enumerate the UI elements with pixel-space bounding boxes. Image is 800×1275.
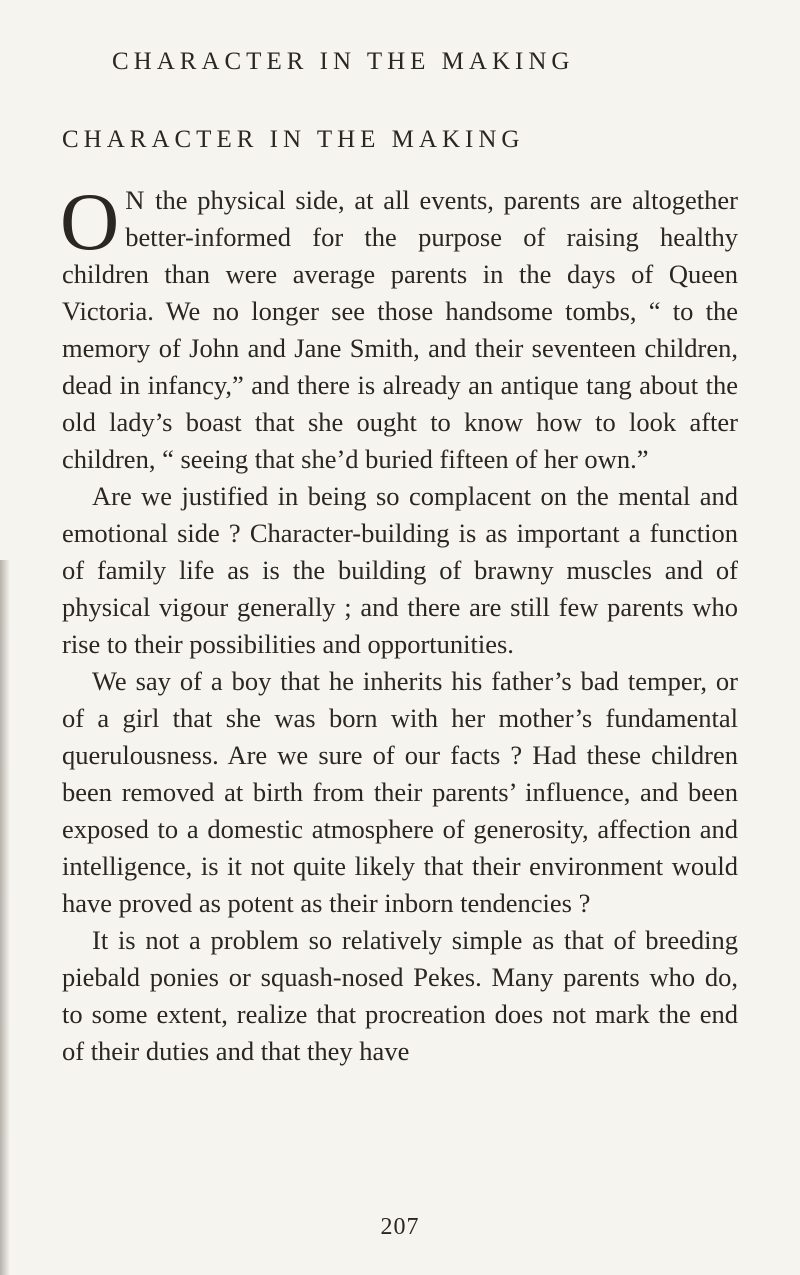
paragraph-3: We say of a boy that he inherits his father’s bad temper, or of a girl that she was born with her mother’s fundamental querulousness. Are we sure of our facts ? Had these children been removed at birth from their parents’ influence, and been exposed to a domestic atmosphere of generosity, affection and intelligence, is it not quite likely that their environment would have proved as potent as their inborn tendencies ? [62,666,738,918]
body-text [60,176,738,1070]
page-edge-shadow [0,560,10,1275]
lead-letters: N [125,185,146,215]
drop-cap: O [60,176,120,267]
paragraph-2: Are we justified in being so complacent on the mental and emotional side ? Character-building is as important a function of family life as is the building of brawny muscles and of physical vigour generally ; and there are still few parents who rise to their possibilities and opportunities. [62,481,738,659]
paragraph-1 [60,176,738,478]
paragraph-4: It is not a problem so relatively simple as that of breeding piebald ponies or squash-nosed Pekes. Many parents who do, to some extent, realize that procreation does not mark the end of their duties and that they have [62,925,738,1066]
page-number: 207 [380,1214,420,1240]
chapter-title: CHARACTER IN THE MAKING [62,126,525,153]
paragraph-1-text: the physical side, at all events, parents are altogether better-informed for the purpose of raising healthy children than were average parents in the days of Queen Victoria. We no longer see those handsome tombs, “ to the memory of John and Jane Smith, and their seventeen children, dead in infancy,” and there is already an antique tang about the old lady’s boast that she ought to know how to look after children, “ seeing that she’d buried fifteen of her own.” [62,185,738,474]
running-head: CHARACTER IN THE MAKING [112,48,575,75]
